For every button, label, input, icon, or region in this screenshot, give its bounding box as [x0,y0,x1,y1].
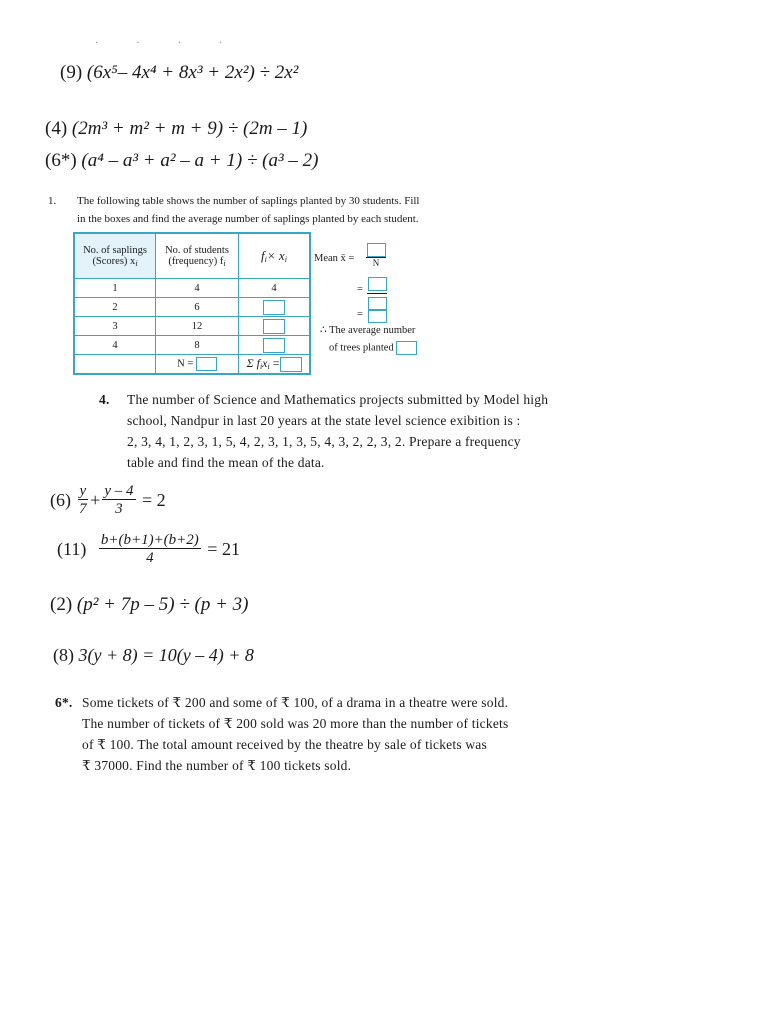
question-line: The number of Science and Mathematics projects submitted by Model high [127,392,549,407]
equation-expression: (2m³ + m² + m + 9) ÷ (2m – 1) [71,118,308,139]
answer-box[interactable] [263,300,285,315]
answer-box[interactable] [263,338,285,353]
mean-denominator: N [366,257,386,268]
cell-x: 4 [74,336,156,355]
equation-label: (11) [57,539,87,559]
header-line: No. of saplings [83,244,147,256]
table-row [74,279,310,298]
fraction-denominator: 7 [79,501,87,517]
cell-f: 6 [156,298,239,317]
equals-sign: = [357,284,363,295]
subscript: i [284,255,287,264]
answer-box[interactable] [368,277,387,291]
answer-box[interactable] [368,309,387,323]
question-6-number: 6*. [55,695,73,710]
equation-label: (9) [60,62,83,83]
sum-label: Σ f [246,356,260,371]
therefore-line-1: ∴ The average number [320,325,416,336]
therefore-text: of trees planted [329,342,394,354]
cell-f: 12 [156,317,239,336]
equation-rhs: = 21 [207,539,240,559]
question-4-text [127,389,548,473]
mean-fraction [366,243,386,268]
fraction-denominator: 3 [115,501,123,517]
subscript: i [264,255,267,264]
question-line: Some tickets of ₹ 200 and some of ₹ 100, of a drama in a theatre were sold. [82,695,509,710]
question-line: The number of tickets of ₹ 200 sold was 20 more than the number of tickets [82,716,509,731]
fraction [78,483,89,518]
equals-sign: = [357,309,363,320]
header-text: (Scores) x [92,255,136,267]
question-line: ₹ 37000. Find the number of ₹ 100 tickets sold. [82,758,352,773]
table-total-row [74,355,310,375]
stray-dots: ···· [95,38,261,49]
question-1-text [77,192,420,228]
table-row [74,336,310,355]
fraction-numerator: b+(b+1)+(b+2) [100,532,199,548]
answer-box[interactable] [263,319,285,334]
header-text: × x [266,248,285,263]
cell-sum-total [239,355,311,375]
sum-label: x [262,356,268,371]
answer-box[interactable] [367,243,386,257]
subscript: i [267,362,270,372]
result-box [368,307,387,325]
cell-x: 3 [74,317,156,336]
saplings-table [73,232,311,375]
equation-expression: (a⁴ – a³ + a² – a + 1) ÷ (a³ – 2) [81,150,319,171]
cell-f: 8 [156,336,239,355]
header-line: No. of students [165,244,229,256]
equation-4 [45,118,307,140]
header-fx [239,233,311,279]
question-4-number: 4. [99,392,110,407]
answer-box[interactable] [196,357,217,371]
header-text: (frequency) f [168,255,224,267]
equation-6-star [45,150,318,172]
n-label: N = [177,358,194,370]
equation-11 [57,532,240,567]
cell-x: 2 [74,298,156,317]
question-6-text [82,692,508,776]
equation-label: (6) [50,490,71,510]
equation-8 [53,645,254,666]
cell-fx [239,336,311,355]
header-line [156,256,238,268]
header-line [75,256,155,268]
table-row [74,317,310,336]
sum-label: = [272,356,280,371]
question-1-number: 1. [48,195,57,207]
equation-expression: 3(y + 8) = 10(y – 4) + 8 [78,645,254,665]
fraction-numerator: y – 4 [104,483,134,499]
equation-6 [50,483,166,518]
question-line: table and find the mean of the data. [127,455,325,470]
fraction-numerator: y [79,483,87,499]
equation-2 [50,594,248,616]
fraction-line [367,293,387,295]
subscript: i [259,362,263,372]
header-students [156,233,239,279]
equation-rhs: = 2 [142,490,166,510]
table-header-row [74,233,310,279]
cell-n-total [156,355,239,375]
equation-expression: (p² + 7p – 5) ÷ (p + 3) [76,594,249,615]
equation-9 [60,62,298,84]
equation-expression: (6x⁵– 4x⁴ + 8x³ + 2x²) ÷ 2x² [86,62,299,83]
equation-label: (6*) [45,150,77,171]
table-row [74,298,310,317]
mean-label: Mean x̄ = [314,253,355,264]
cell-fx [239,298,311,317]
question-line: school, Nandpur in last 20 years at the state level science exibition is : [127,413,521,428]
subscript: i [135,258,138,268]
cell-x: 1 [74,279,156,298]
therefore-line-2 [329,341,417,355]
answer-box[interactable] [396,341,417,355]
equation-label: (8) [53,645,74,665]
cell-f: 4 [156,279,239,298]
subscript: i [223,258,226,268]
question-line: in the boxes and find the average number of saplings planted by each student. [77,213,419,225]
fraction [99,532,201,567]
equation-label: (2) [50,594,73,615]
answer-box[interactable] [280,357,302,372]
question-line: The following table shows the number of saplings planted by 30 students. Fill [77,195,420,207]
question-line: 2, 3, 4, 1, 2, 3, 1, 5, 4, 2, 3, 1, 3, 5, 4, 3, 2, 2, 3, 2. Prepare a frequency [127,434,521,449]
cell-empty [74,355,156,375]
cell-fx [239,317,311,336]
fraction [102,483,135,518]
header-saplings [74,233,156,279]
plus-sign: + [90,490,101,510]
equation-label: (4) [45,118,68,139]
header-text: f [261,248,265,263]
cell-fx: 4 [239,279,311,298]
fraction-denominator: 4 [146,550,154,566]
question-line: of ₹ 100. The total amount received by the theatre by sale of tickets was [82,737,487,752]
